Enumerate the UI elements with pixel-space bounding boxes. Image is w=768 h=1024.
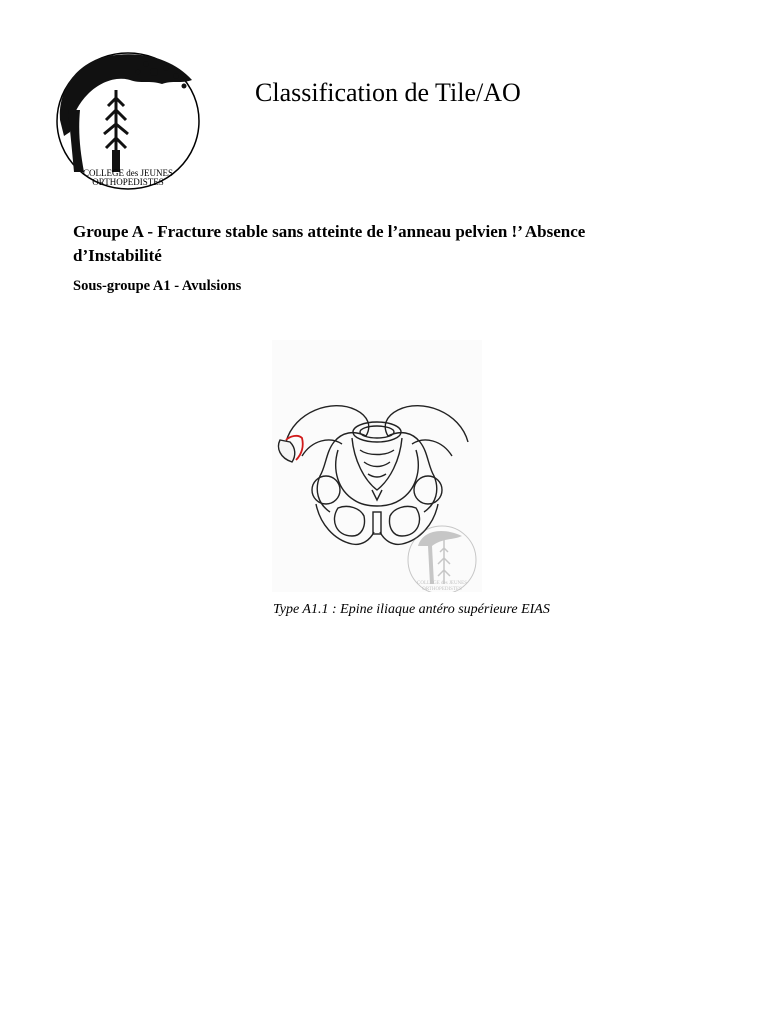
subgroup-heading: Sous-groupe A1 - Avulsions	[73, 278, 242, 294]
page-title: Classification de Tile/AO	[255, 78, 521, 107]
tree-emblem-icon	[54, 50, 202, 192]
group-heading: Groupe A - Fracture stable sans atteinte de l’anneau pelvien !’ Absence d’Instabilité	[73, 222, 586, 265]
logo-text-line1: COLLEGE des JEUNES	[83, 168, 173, 178]
pelvis-illustration-icon	[272, 340, 482, 592]
logo-text-line2: ORTHOPEDISTES	[92, 177, 164, 187]
watermark-text-line2: ORTHOPEDISTES	[422, 587, 462, 592]
pelvis-figure	[272, 340, 482, 592]
college-logo	[54, 50, 202, 192]
figure-caption: Type A1.1 : Epine iliaque antéro supérieure EIAS	[273, 602, 550, 617]
watermark-text-line1: COLLEGE des JEUNES	[417, 581, 467, 586]
